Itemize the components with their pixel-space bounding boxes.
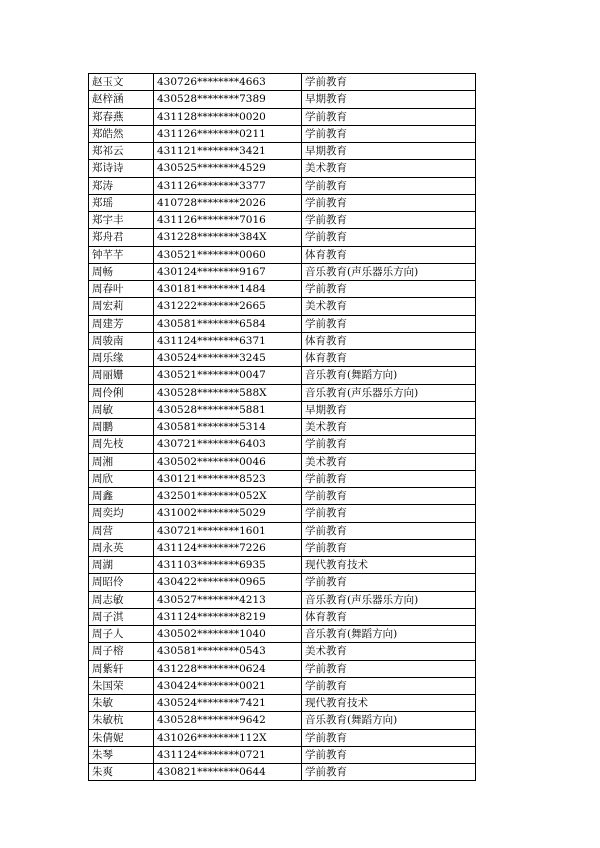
cell-id-number: 430528********9642 xyxy=(154,712,302,729)
table-row xyxy=(89,643,476,660)
table-row xyxy=(89,453,476,470)
cell-name: 周子榕 xyxy=(89,643,154,660)
table-row xyxy=(89,591,476,608)
table-row xyxy=(89,660,476,677)
table-row xyxy=(89,746,476,763)
table-row xyxy=(89,350,476,367)
cell-name: 周畅 xyxy=(89,263,154,280)
cell-major: 学前教育 xyxy=(302,470,476,487)
cell-id-number: 431126********7016 xyxy=(154,212,302,229)
cell-major: 现代教育技术 xyxy=(302,695,476,712)
cell-major: 学前教育 xyxy=(302,729,476,746)
cell-id-number: 430525********4529 xyxy=(154,160,302,177)
cell-id-number: 432501********052X xyxy=(154,488,302,505)
cell-name: 周鹏 xyxy=(89,419,154,436)
cell-major: 学前教育 xyxy=(302,660,476,677)
cell-major: 现代教育技术 xyxy=(302,557,476,574)
table-row xyxy=(89,557,476,574)
cell-major: 学前教育 xyxy=(302,746,476,763)
cell-id-number: 430424********0021 xyxy=(154,677,302,694)
cell-name: 郑涛 xyxy=(89,177,154,194)
table-row xyxy=(89,488,476,505)
cell-major: 美术教育 xyxy=(302,453,476,470)
cell-id-number: 430726********4663 xyxy=(154,74,302,91)
cell-id-number: 430524********7421 xyxy=(154,695,302,712)
cell-id-number: 430124********9167 xyxy=(154,263,302,280)
table-row xyxy=(89,712,476,729)
cell-id-number: 430528********588X xyxy=(154,384,302,401)
cell-id-number: 430581********0543 xyxy=(154,643,302,660)
table-row xyxy=(89,729,476,746)
cell-major: 学前教育 xyxy=(302,212,476,229)
cell-major: 音乐教育(舞蹈方向) xyxy=(302,712,476,729)
table-row xyxy=(89,246,476,263)
cell-id-number: 430521********0060 xyxy=(154,246,302,263)
cell-major: 学前教育 xyxy=(302,229,476,246)
cell-major: 音乐教育(声乐器乐方向) xyxy=(302,384,476,401)
cell-name: 周伶俐 xyxy=(89,384,154,401)
table-row xyxy=(89,505,476,522)
table-row xyxy=(89,367,476,384)
cell-major: 学前教育 xyxy=(302,764,476,781)
cell-major: 学前教育 xyxy=(302,194,476,211)
table-row xyxy=(89,626,476,643)
cell-id-number: 430528********5881 xyxy=(154,401,302,418)
cell-name: 赵梓涵 xyxy=(89,91,154,108)
table-row xyxy=(89,263,476,280)
cell-major: 美术教育 xyxy=(302,419,476,436)
cell-name: 周敏 xyxy=(89,401,154,418)
cell-id-number: 431124********0721 xyxy=(154,746,302,763)
cell-major: 学前教育 xyxy=(302,488,476,505)
cell-major: 美术教育 xyxy=(302,298,476,315)
cell-name: 朱国荣 xyxy=(89,677,154,694)
cell-name: 郑春燕 xyxy=(89,108,154,125)
cell-id-number: 430502********1040 xyxy=(154,626,302,643)
cell-id-number: 431026********112X xyxy=(154,729,302,746)
cell-name: 钟芊芊 xyxy=(89,246,154,263)
cell-major: 音乐教育(舞蹈方向) xyxy=(302,367,476,384)
cell-name: 郑诗诗 xyxy=(89,160,154,177)
table-row xyxy=(89,229,476,246)
table-row xyxy=(89,436,476,453)
cell-name: 周欣 xyxy=(89,470,154,487)
cell-name: 周先枝 xyxy=(89,436,154,453)
cell-major: 学前教育 xyxy=(302,574,476,591)
cell-id-number: 430502********0046 xyxy=(154,453,302,470)
table-row xyxy=(89,332,476,349)
cell-id-number: 430821********0644 xyxy=(154,764,302,781)
table-row xyxy=(89,608,476,625)
cell-name: 周乐缘 xyxy=(89,350,154,367)
cell-name: 郑舟君 xyxy=(89,229,154,246)
cell-name: 周骏南 xyxy=(89,332,154,349)
cell-name: 朱琴 xyxy=(89,746,154,763)
cell-id-number: 430581********6584 xyxy=(154,315,302,332)
table-row xyxy=(89,212,476,229)
cell-name: 周丽姗 xyxy=(89,367,154,384)
cell-major: 音乐教育(声乐器乐方向) xyxy=(302,263,476,280)
table-row xyxy=(89,315,476,332)
table-row xyxy=(89,177,476,194)
cell-id-number: 430721********1601 xyxy=(154,522,302,539)
cell-id-number: 431124********6371 xyxy=(154,332,302,349)
cell-id-number: 430581********5314 xyxy=(154,419,302,436)
cell-major: 音乐教育(舞蹈方向) xyxy=(302,626,476,643)
cell-name: 朱倩妮 xyxy=(89,729,154,746)
cell-name: 郑祁云 xyxy=(89,143,154,160)
cell-name: 周子人 xyxy=(89,626,154,643)
cell-id-number: 431126********3377 xyxy=(154,177,302,194)
cell-major: 学前教育 xyxy=(302,125,476,142)
cell-major: 学前教育 xyxy=(302,436,476,453)
cell-name: 周营 xyxy=(89,522,154,539)
cell-major: 学前教育 xyxy=(302,108,476,125)
cell-id-number: 430422********0965 xyxy=(154,574,302,591)
cell-major: 学前教育 xyxy=(302,74,476,91)
cell-major: 学前教育 xyxy=(302,677,476,694)
cell-name: 周湖 xyxy=(89,557,154,574)
cell-id-number: 430528********7389 xyxy=(154,91,302,108)
table-row xyxy=(89,764,476,781)
cell-name: 周春叶 xyxy=(89,281,154,298)
table-row xyxy=(89,194,476,211)
table-row xyxy=(89,384,476,401)
cell-major: 学前教育 xyxy=(302,505,476,522)
table-row xyxy=(89,143,476,160)
cell-id-number: 431228********384X xyxy=(154,229,302,246)
table-row xyxy=(89,281,476,298)
table-row xyxy=(89,298,476,315)
table-row xyxy=(89,419,476,436)
cell-id-number: 430521********0047 xyxy=(154,367,302,384)
cell-name: 郑宇丰 xyxy=(89,212,154,229)
cell-major: 早期教育 xyxy=(302,401,476,418)
cell-name: 周子淇 xyxy=(89,608,154,625)
table-row xyxy=(89,539,476,556)
cell-id-number: 431121********3421 xyxy=(154,143,302,160)
cell-major: 美术教育 xyxy=(302,160,476,177)
cell-major: 体育教育 xyxy=(302,608,476,625)
cell-id-number: 431128********0020 xyxy=(154,108,302,125)
cell-name: 朱爽 xyxy=(89,764,154,781)
table-row xyxy=(89,125,476,142)
cell-id-number: 431228********0624 xyxy=(154,660,302,677)
cell-major: 学前教育 xyxy=(302,539,476,556)
table-row xyxy=(89,160,476,177)
cell-id-number: 430121********8523 xyxy=(154,470,302,487)
cell-name: 周志敏 xyxy=(89,591,154,608)
cell-id-number: 430721********6403 xyxy=(154,436,302,453)
cell-name: 周湘 xyxy=(89,453,154,470)
table-row xyxy=(89,401,476,418)
table-row xyxy=(89,74,476,91)
cell-major: 学前教育 xyxy=(302,522,476,539)
cell-major: 学前教育 xyxy=(302,315,476,332)
cell-id-number: 431124********8219 xyxy=(154,608,302,625)
cell-major: 音乐教育(声乐器乐方向) xyxy=(302,591,476,608)
cell-name: 周紫轩 xyxy=(89,660,154,677)
table-row xyxy=(89,695,476,712)
table-row xyxy=(89,574,476,591)
cell-name: 周建芳 xyxy=(89,315,154,332)
cell-name: 周永英 xyxy=(89,539,154,556)
cell-id-number: 431222********2665 xyxy=(154,298,302,315)
cell-id-number: 431124********7226 xyxy=(154,539,302,556)
cell-name: 周宏莉 xyxy=(89,298,154,315)
cell-id-number: 430181********1484 xyxy=(154,281,302,298)
cell-name: 郑皓然 xyxy=(89,125,154,142)
cell-major: 体育教育 xyxy=(302,332,476,349)
cell-major: 体育教育 xyxy=(302,246,476,263)
table-row xyxy=(89,108,476,125)
table-row xyxy=(89,470,476,487)
roster-table xyxy=(88,73,476,781)
cell-major: 学前教育 xyxy=(302,177,476,194)
cell-name: 周奕均 xyxy=(89,505,154,522)
cell-name: 周昭伶 xyxy=(89,574,154,591)
cell-name: 朱敏杭 xyxy=(89,712,154,729)
cell-major: 美术教育 xyxy=(302,643,476,660)
cell-name: 周鑫 xyxy=(89,488,154,505)
table-row xyxy=(89,91,476,108)
cell-id-number: 410728********2026 xyxy=(154,194,302,211)
cell-id-number: 431126********0211 xyxy=(154,125,302,142)
cell-major: 体育教育 xyxy=(302,350,476,367)
table-row xyxy=(89,522,476,539)
cell-name: 郑瑶 xyxy=(89,194,154,211)
cell-id-number: 431002********5029 xyxy=(154,505,302,522)
table-row xyxy=(89,677,476,694)
cell-name: 赵玉文 xyxy=(89,74,154,91)
cell-id-number: 431103********6935 xyxy=(154,557,302,574)
cell-id-number: 430527********4213 xyxy=(154,591,302,608)
cell-major: 学前教育 xyxy=(302,281,476,298)
cell-id-number: 430524********3245 xyxy=(154,350,302,367)
roster-table-body xyxy=(89,74,476,781)
cell-name: 朱敏 xyxy=(89,695,154,712)
cell-major: 早期教育 xyxy=(302,91,476,108)
cell-major: 早期教育 xyxy=(302,143,476,160)
